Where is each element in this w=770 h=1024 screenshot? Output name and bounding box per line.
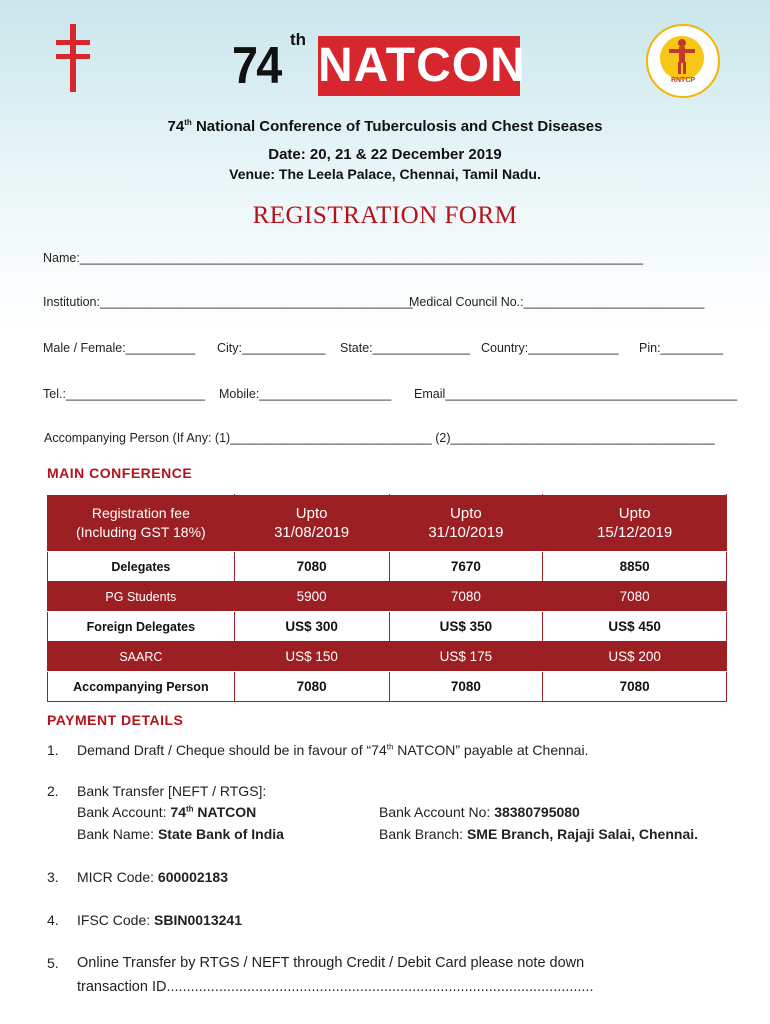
state-field[interactable]: State:______________ [340, 341, 470, 355]
payment-details-heading: PAYMENT DETAILS [47, 712, 184, 728]
fee-value-cell: 5900 [234, 582, 389, 612]
tb-cross-logo [52, 22, 94, 94]
human-figure-icon [668, 38, 696, 76]
registration-form-title: REGISTRATION FORM [252, 202, 518, 229]
conference-venue: Venue: The Leela Palace, Chennai, Tamil Nadu. [229, 166, 541, 182]
fee-value-cell: 7080 [543, 672, 727, 702]
medical-council-field[interactable]: Medical Council No.:__________________________ [409, 295, 705, 309]
main-conference-heading: MAIN CONFERENCE [47, 465, 193, 481]
fee-category-cell: SAARC [48, 642, 235, 672]
city-field[interactable]: City:____________ [217, 341, 326, 355]
table-row [48, 552, 727, 582]
fee-header-label: Registration fee (Including GST 18%) [48, 495, 235, 552]
logo-word: NATCON [318, 36, 520, 96]
mobile-field[interactable]: Mobile:___________________ [219, 387, 392, 401]
fee-value-cell: US$ 200 [543, 642, 727, 672]
fee-value-cell: 7670 [389, 552, 543, 582]
institution-field[interactable]: Institution:_____________________________________________ [43, 295, 413, 309]
fee-value-cell: US$ 300 [234, 612, 389, 642]
table-row [48, 672, 727, 702]
micr-code-line: MICR Code: 600002183 [77, 869, 228, 885]
payment-item-number: 1. [47, 742, 59, 758]
transaction-id-field[interactable]: transaction ID.......................................................................................................... [77, 979, 594, 995]
fee-category-cell: Foreign Delegates [48, 612, 235, 642]
bank-branch-line: Bank Branch: SME Branch, Rajaji Salai, Chennai. [379, 826, 699, 842]
payment-item-number: 3. [47, 869, 59, 885]
accompanying-person-field[interactable]: Accompanying Person (If Any: (1)_____________________________ (2)______________________________________ [44, 431, 715, 445]
fee-category-cell: PG Students [48, 582, 235, 612]
conference-title: 74th National Conference of Tuberculosis and Chest Diseases [167, 118, 603, 135]
payment-item-bank-transfer: Bank Transfer [NEFT / RTGS]: [77, 783, 267, 799]
fee-value-cell: 7080 [234, 672, 389, 702]
payment-item-number: 2. [47, 783, 59, 799]
country-field[interactable]: Country:_____________ [481, 341, 619, 355]
rntcp-logo [646, 24, 720, 98]
fee-value-cell: 7080 [543, 582, 727, 612]
name-field[interactable]: Name:_________________________________________________________________________________ [43, 251, 643, 265]
rntcp-label: RNTCP [670, 77, 696, 84]
registration-fee-table [47, 494, 727, 702]
natcon-logo [232, 26, 526, 98]
logo-superscript: th [290, 30, 307, 49]
fee-header-date: Upto 15/12/2019 [543, 495, 727, 552]
fee-table-header-row [48, 495, 727, 552]
fee-value-cell: US$ 150 [234, 642, 389, 672]
payment-item-number: 5. [47, 955, 59, 971]
fee-category-cell: Accompanying Person [48, 672, 235, 702]
logo-number: 74 [232, 37, 281, 95]
fee-value-cell: US$ 350 [389, 612, 543, 642]
tel-field[interactable]: Tel.:____________________ [43, 387, 205, 401]
gender-field[interactable]: Male / Female:__________ [43, 341, 196, 355]
email-field[interactable]: Email__________________________________________ [414, 387, 738, 401]
table-row [48, 642, 727, 672]
fee-category-cell: Delegates [48, 552, 235, 582]
conference-date: Date: 20, 21 & 22 December 2019 [268, 146, 502, 163]
online-transfer-line: Online Transfer by RTGS / NEFT through Credit / Debit Card please note down [77, 955, 585, 971]
fee-value-cell: 7080 [234, 552, 389, 582]
fee-value-cell: US$ 175 [389, 642, 543, 672]
fee-value-cell: 7080 [389, 672, 543, 702]
fee-header-date: Upto 31/08/2019 [234, 495, 389, 552]
bank-account-line: Bank Account: 74th NATCON [77, 804, 257, 820]
fee-value-cell: US$ 450 [543, 612, 727, 642]
bank-account-no-line: Bank Account No: 38380795080 [379, 804, 580, 820]
pin-field[interactable]: Pin:_________ [639, 341, 724, 355]
ifsc-code-line: IFSC Code: SBIN0013241 [77, 912, 242, 928]
table-row [48, 582, 727, 612]
fee-value-cell: 8850 [543, 552, 727, 582]
payment-item-number: 4. [47, 912, 59, 928]
bank-name-line: Bank Name: State Bank of India [77, 826, 284, 842]
payment-item-demand-draft: Demand Draft / Cheque should be in favour of “74th NATCON” payable at Chennai. [77, 742, 589, 758]
fee-value-cell: 7080 [389, 582, 543, 612]
table-row [48, 612, 727, 642]
fee-header-date: Upto 31/10/2019 [389, 495, 543, 552]
